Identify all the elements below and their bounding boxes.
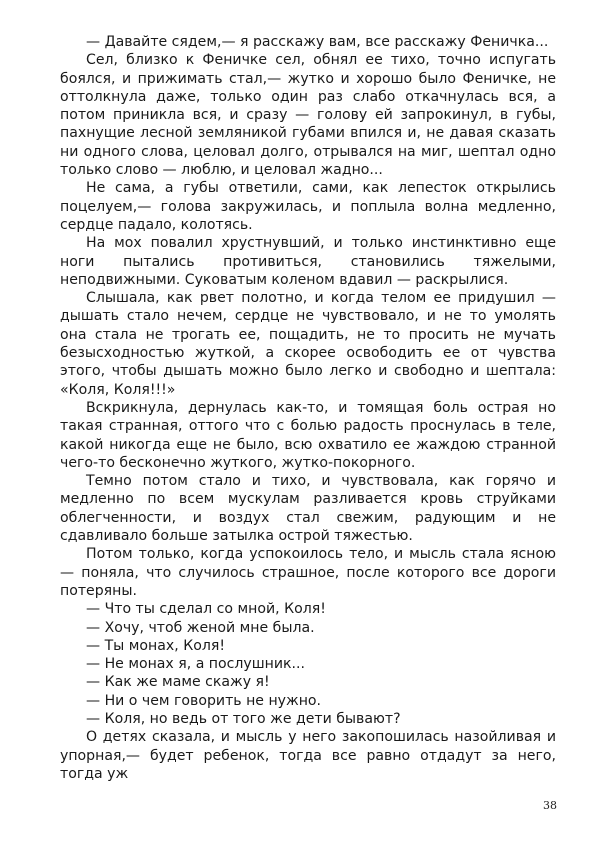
paragraph: Слышала, как рвет полотно, и когда телом ее придушил — дышать стало нечем, сердце не чувствовало, и не то умолять она стала не трогать ее, пощадить, не то просить не мучать безысходностью жуткой, а скорее освободить ее от чувства этого, чтобы дышать можно было легко и свободно и шептала: «Коля, Коля!!!»	[60, 290, 556, 398]
paragraph: На мох повалил хрустнувший, и только инстинктивно еще ноги пытались противиться, становились тяжелыми, неподвижными. Суковатым коленом вдавил — раскрылися.	[60, 235, 556, 288]
dialogue-line: — Хочу, чтоб женой мне была.	[86, 619, 315, 636]
dialogue-line: — Что ты сделал со мной, Коля!	[86, 601, 326, 618]
dialogue-line: — Ты монах, Коля!	[86, 637, 225, 654]
page-number: 38	[543, 799, 557, 812]
dialogue-line: — Ни о чем говорить не нужно.	[86, 692, 322, 709]
paragraph: Не сама, а губы ответили, сами, как лепесток открылись поцелуем,— голова закружилась, и поплыла волна медленно, сердце падало, колотясь.	[60, 180, 556, 233]
paragraph: Потом только, когда успокоилось тело, и мысль стала ясною — поняла, что случилось страшное, после которого все дороги потеряны.	[60, 546, 556, 599]
paragraph: Вскрикнула, дернулась как-то, и томящая боль острая но такая странная, оттого что с болью радость проснулась в теле, какой никогда еще не было, всю охватило ее жаждою странной чего-то бесконечно жуткого, жутко-покорного.	[60, 399, 556, 471]
dialogue-line: — Не монах я, а послушник...	[86, 656, 305, 673]
body-text	[60, 33, 556, 783]
dialogue-line: — Коля, но ведь от того же дети бывают?	[86, 710, 401, 727]
paragraph: Темно потом стало и тихо, и чувствовала, как горячо и медленно по всем мускулам разливается кровь струйками облегченности, и воздух стал свежим, радующим и не сдавливало больше затылка острой тяжестью.	[60, 473, 556, 545]
paragraph: О детях сказала, и мысль у него закопошилась назойливая и упорная,— будет ребенок, тогда все равно отдадут за него, тогда уж	[60, 729, 556, 782]
paragraph: Сел, близко к Феничке сел, обнял ее тихо, точно испугать боялся, и прижимать стал,— жутко и хорошо было Феничке, не оттолкнула даже, только один раз слабо откачнулась вся, а потом приникла вся, и сразу — голову ей запрокинул, в губы, пахнущие лесной земляникой губами впился и, не давая сказать ни одного слова, целовал долго, отрывался на миг, шептал одно только слово — люблю, и целовал жадно...	[60, 52, 556, 179]
paragraph: — Давайте сядем,— я расскажу вам, все расскажу Феничка...	[86, 34, 549, 50]
dialogue-line: — Как же маме скажу я!	[86, 674, 270, 691]
